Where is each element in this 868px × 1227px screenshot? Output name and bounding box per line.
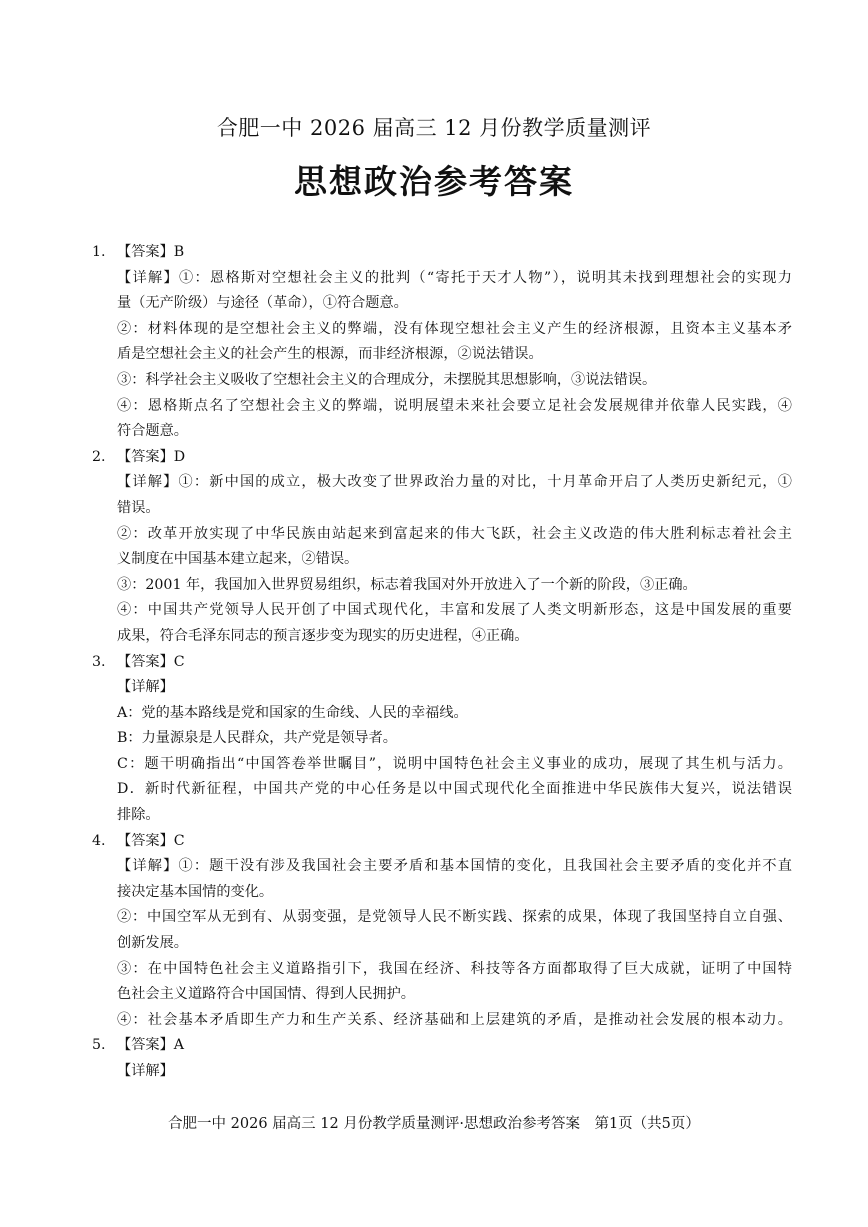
answer-label: 【答案】C <box>117 653 185 670</box>
question-answer-row <box>86 650 792 676</box>
answer-label: 【答案】A <box>117 1037 184 1054</box>
explanation-line: ②：改革开放实现了中华民族由站起来到富起来的伟大飞跃，社会主义改造的伟大胜利标志着社会主 <box>117 525 792 542</box>
explanation-line: ②：中国空军从无到有、从弱变强，是党领导人民不断实践、探索的成果，体现了我国坚持自立自强、 <box>117 909 792 926</box>
question-answer-row <box>86 240 792 266</box>
explanation-line: ②：材料体现的是空想社会主义的弊端，没有体现空想社会主义产生的经济根源，且资本主义基本矛 <box>117 320 792 337</box>
answer-label: 【答案】C <box>117 832 185 849</box>
question-block <box>86 829 792 1034</box>
question-number: 1. <box>92 244 106 260</box>
question-number: 4. <box>92 832 106 849</box>
explanation-line: ③：在中国特色社会主义道路指引下，我国在经济、科技等各方面都取得了巨大成就，证明了中国特 <box>117 960 792 977</box>
question-number: 3. <box>92 653 106 670</box>
explanation-line: 色社会主义道路符合中国国情、得到人民拥护。 <box>117 986 415 1003</box>
question-number: 2. <box>92 448 106 465</box>
explanation-line: C：题干明确指出“中国答卷举世瞩目”，说明中国特色社会主义事业的成功，展现了其生机与活力。 <box>117 755 792 772</box>
explanation-line: 【详解】 <box>117 679 174 696</box>
question-block <box>86 445 792 650</box>
explanation-line: ④：社会基本矛盾即生产力和生产关系、经济基础和上层建筑的矛盾，是推动社会发展的根本动力。 <box>117 1011 792 1028</box>
explanation-line: 【详解】 <box>117 1063 174 1079</box>
explanation-line: 成果，符合毛泽东同志的预言逐步变为现实的历史进程，④正确。 <box>117 627 529 644</box>
question-number: 5. <box>92 1037 106 1054</box>
question-answer-row <box>86 829 792 855</box>
explanation-line: 量（无产阶级）与途径（革命），①符合题意。 <box>117 295 408 312</box>
explanation-line: 义制度在中国基本建立起来，②错误。 <box>117 551 359 568</box>
answer-content <box>86 240 792 1085</box>
question-block <box>86 650 792 829</box>
document-title: 思想政治参考答案 <box>294 162 574 201</box>
explanation-line: ③：2001 年，我国加入世界贸易组织，标志着我国对外开放进入了一个新的阶段，③正确。 <box>117 576 697 593</box>
answer-label: 【答案】B <box>117 244 185 260</box>
question-block <box>86 1033 792 1084</box>
explanation-line: 盾是空想社会主义的社会产生的根源，而非经济根源，②说法错误。 <box>117 346 543 363</box>
exam-title: 合肥一中 2026 届高三 12 月份教学质量测评 <box>216 116 652 140</box>
explanation-line: A：党的基本路线是党和国家的生命线、人民的幸福线。 <box>117 704 468 721</box>
explanation-line: 排除。 <box>117 807 160 824</box>
explanation-line: B：力量源泉是人民群众，共产党是领导者。 <box>117 730 397 747</box>
explanation-line: 【详解】①：题干没有涉及我国社会主要矛盾和基本国情的变化，且我国社会主要矛盾的变化并不直 <box>117 858 792 875</box>
explanation-line: 符合题意。 <box>117 423 188 440</box>
explanation-line: ③：科学社会主义吸收了空想社会主义的合理成分，未摆脱其思想影响，③说法错误。 <box>117 371 657 388</box>
explanation-line: D．新时代新征程，中国共产党的中心任务是以中国式现代化全面推进中华民族伟大复兴，说法错误 <box>117 781 792 798</box>
explanation-line: 接决定基本国情的变化。 <box>117 883 274 900</box>
explanation-line: 【详解】①：新中国的成立，极大改变了世界政治力量的对比，十月革命开启了人类历史新纪元，① <box>117 474 792 491</box>
question-answer-row <box>86 445 792 471</box>
explanation-line: ④：中国共产党领导人民开创了中国式现代化，丰富和发展了人类文明新形态，这是中国发展的重要 <box>117 602 792 619</box>
explanation-line: ④：恩格斯点名了空想社会主义的弊端，说明展望未来社会要立足社会发展规律并依靠人民实践，④ <box>117 397 792 414</box>
question-answer-row <box>86 1033 792 1059</box>
answer-label: 【答案】D <box>117 448 186 465</box>
page-footer: 合肥一中 2026 届高三 12 月份教学质量测评·思想政治参考答案 第1页（共5页） <box>168 1116 700 1132</box>
question-block <box>86 240 792 445</box>
explanation-line: 错误。 <box>117 499 160 516</box>
explanation-line: 创新发展。 <box>117 935 188 952</box>
explanation-line: 【详解】①：恩格斯对空想社会主义的批判（“寄托于天才人物”），说明其未找到理想社会的实现力 <box>117 269 792 286</box>
